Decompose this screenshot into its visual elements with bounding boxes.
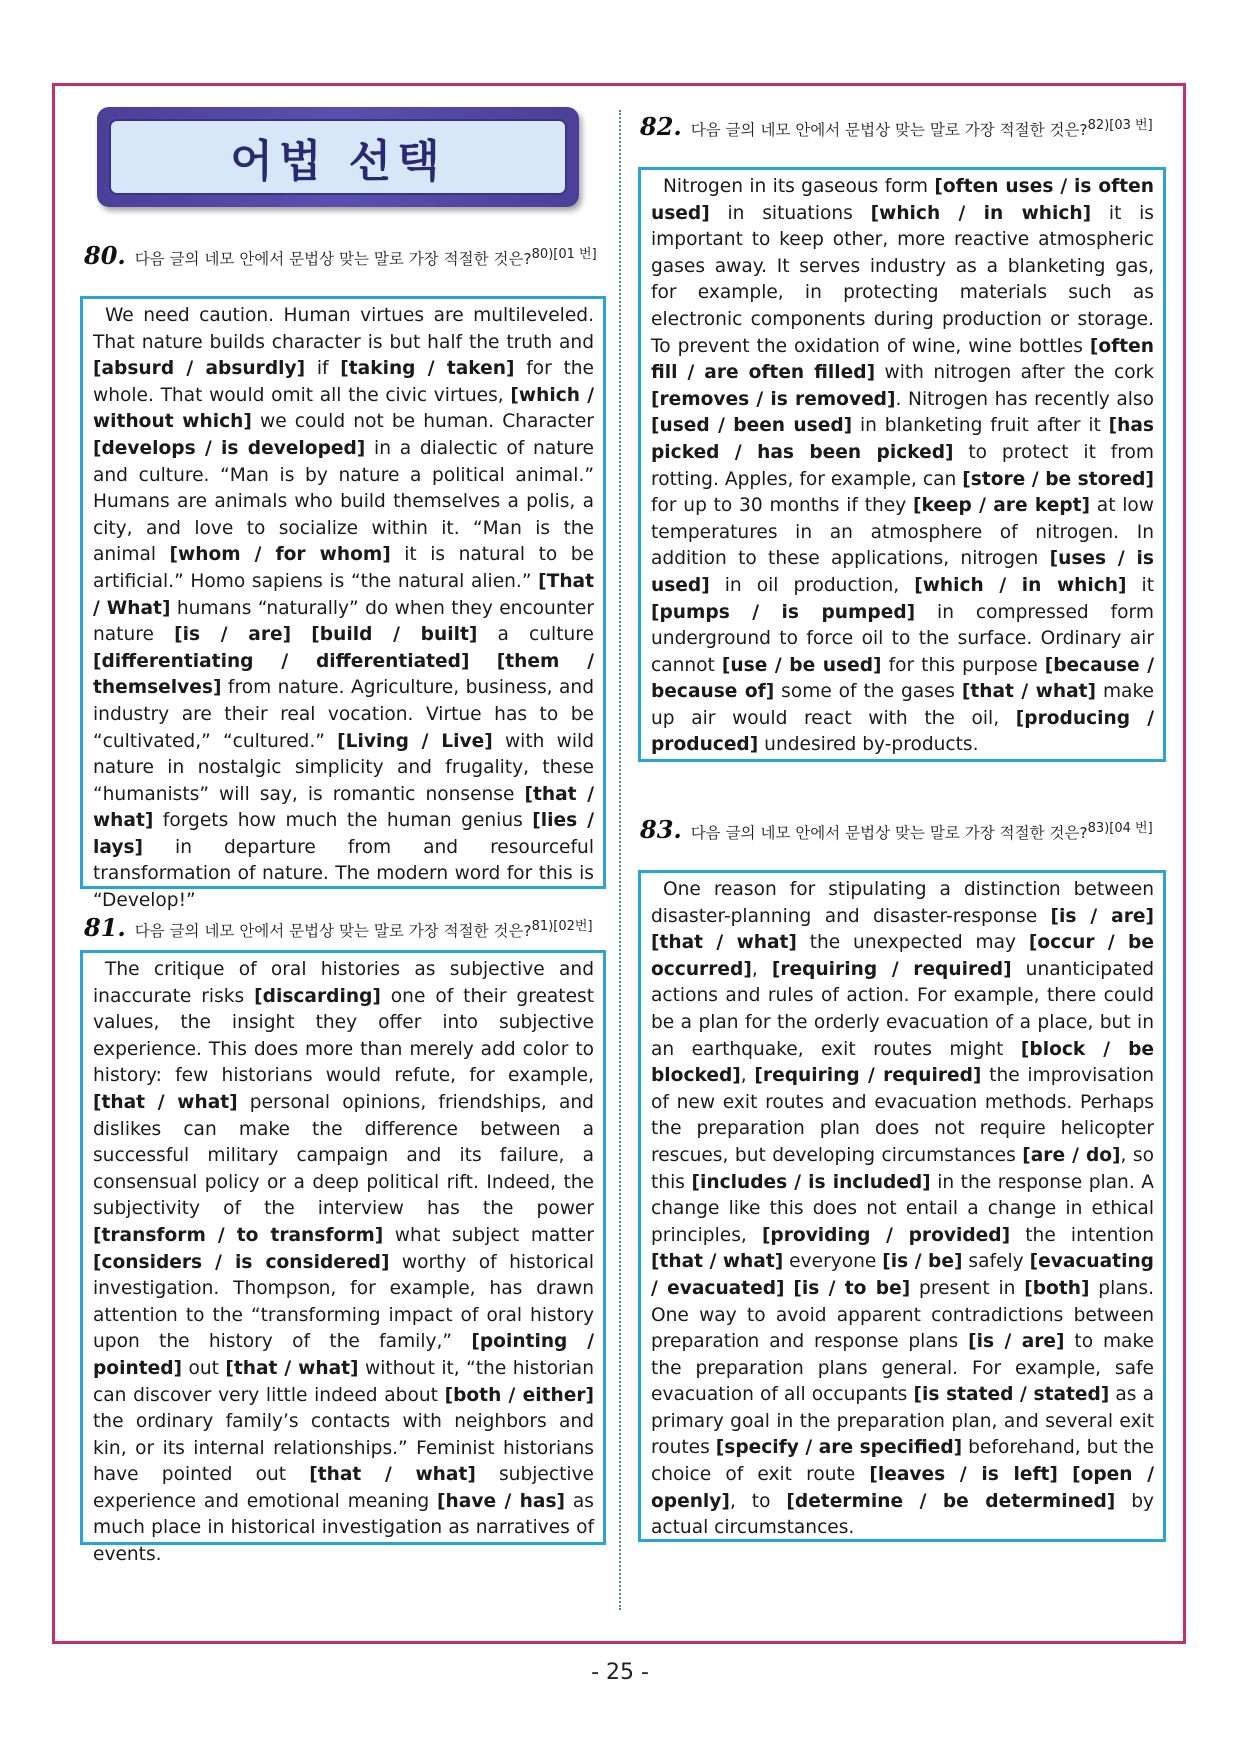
page-number: - 25 -	[591, 1660, 649, 1685]
answer-choice: [is stated / stated]	[913, 1384, 1110, 1406]
question-number: 81.	[84, 913, 126, 943]
question-header-82	[640, 112, 1165, 142]
answer-choice: [lies / lays]	[93, 810, 594, 858]
answer-choice: [taking / taken]	[340, 358, 515, 380]
answer-choice: [determine / be determined]	[786, 1490, 1116, 1512]
answer-choice: [Living / Live]	[337, 730, 493, 752]
passage-box-80	[80, 296, 606, 912]
answer-choice: [which / without which]	[93, 384, 594, 433]
answer-choice: [pumps / is pumped]	[651, 601, 916, 623]
passage-text: The critique of oral histories as subjective and inaccurate risks [discarding] one of their greatest values, the insight they offer into subjective experience. This does more than merely add color to history: few historians would refute, for example, [that / what] personal opinions, friendships, and dislikes can make the difference between a successful military campaign and its failure, a consensual policy or a deep political rift. Indeed, the subjectivity of the interview has the power [transform / to transform] what subject matter [considers / is considered] worthy of historical investigation. Thompson, for example, has drawn attention to the “transforming impact of oral history upon the history of the family,” [pointing / pointed] out [that / what] without it, “the historian can discover very little indeed about [both / either] the ordinary family’s contacts with neighbors and kin, or its internal relationships.” Feminist historians have pointed out [that / what] subjective experience and emotional meaning [have / has] as much place in historical investigation as narratives of events.	[93, 959, 595, 1566]
answer-choice: [leaves / is left]	[869, 1464, 1058, 1486]
answer-choice: [includes / is included]	[691, 1171, 931, 1193]
answer-choice: [that / what]	[309, 1464, 476, 1486]
answer-choice: [evacuating / evacuated]	[651, 1251, 1154, 1299]
answer-choice: [differentiating / differentiated]	[93, 650, 470, 672]
answer-choice: [providing / provided]	[761, 1224, 1011, 1246]
answer-choice: [that / what]	[651, 1251, 784, 1273]
answer-choice: [open / openly]	[651, 1464, 1154, 1512]
answer-choice: [often fill / are often filled]	[651, 335, 1154, 384]
question-ref: 81)[02번]	[531, 919, 593, 934]
answer-choice: [that / what]	[651, 932, 797, 954]
answer-choice: [transform / to transform]	[93, 1224, 384, 1246]
question-number: 82.	[640, 112, 682, 142]
answer-choice: [That / What]	[93, 570, 594, 619]
question-prompt: 다음 글의 네모 안에서 문법상 맞는 말로 가장 적절한 것은?	[134, 922, 532, 941]
passage-text: One reason for stipulating a distinction between disaster-planning and disaster-response [is / are] [that / what] the unexpected may [occur / be occurred], [requiring / required] unanticipated actions and rules of action. For example, there could be a plan for the orderly evacuation of a place, but in an earthquake, exit routes might [block / be blocked], [requiring / required] the improvisation of new exit routes and evacuation methods. Perhaps the preparation plan does not require helicopter rescues, but developing circumstances [are / do], so this [includes / is included] in the response plan. A change like this does not entail a change in ethical principles, [providing / provided] the intention [that / what] everyone [is / be] safely [evacuating / evacuated] [is / to be] present in [both] plans. One way to avoid apparent contradictions between preparation and response plans [is / are] to make the preparation plans general. For example, safe evacuation of all occupants [is stated / stated] as a primary goal in the preparation plan, and several exit routes [specify / are specified] beforehand, but the choice of exit route [leaves / is left] [open / openly], to [determine / be determined] by actual circumstances.	[651, 879, 1155, 1539]
answer-choice: [requiring / required]	[771, 958, 1012, 980]
answer-choice: [producing / produced]	[651, 707, 1154, 756]
answer-choice: [specify / are specified]	[715, 1437, 963, 1459]
answer-choice: [use / be used]	[721, 654, 882, 676]
passage-box-82	[638, 167, 1166, 762]
answer-choice: [keep / are kept]	[912, 495, 1091, 517]
answer-choice: [which / in which]	[870, 202, 1092, 224]
answer-choice: [often uses / is often used]	[651, 176, 1154, 224]
question-ref: 83)[04 번]	[1087, 821, 1153, 836]
answer-choice: [build / built]	[311, 624, 478, 646]
answer-choice: [that / what]	[93, 783, 594, 832]
answer-choice: [considers / is considered]	[93, 1251, 390, 1273]
answer-choice: [that / what]	[225, 1357, 359, 1379]
answer-choice: [is / be]	[882, 1251, 963, 1273]
answer-choice: [both / either]	[444, 1384, 594, 1406]
answer-choice: [pointing / pointed]	[93, 1331, 595, 1379]
answer-choice: [are / do]	[1022, 1144, 1121, 1166]
answer-choice: [requiring / required]	[754, 1065, 982, 1087]
question-header-80	[84, 241, 604, 271]
answer-choice: [used / been used]	[651, 415, 853, 437]
passage-text: Nitrogen in its gaseous form [often uses / is often used] in situations [which / in which] it is important to keep other, more reactive atmospheric gases away. It serves industry as a blanketing gas, for example, in protecting materials such as electronic components during production or storage. To prevent the oxidation of wine, wine bottles [often fill / are often filled] with nitrogen after the cork [removes / is removed]. Nitrogen has recently also [used / been used] in blanketing fruit after it [has picked / has been picked] to protect it from rotting. Apples, for example, can [store / be stored] for up to 30 months if they [keep / are kept] at low temperatures in an atmosphere of nitrogen. In addition to these applications, nitrogen [uses / is used] in oil production, [which / in which] it [pumps / is pumped] in compressed form underground to force oil to the surface. Ordinary air cannot [use / be used] for this purpose [because / because of] some of the gases [that / what] make up air would react with the oil, [producing / produced] undesired by-products.	[651, 176, 1154, 756]
section-title-banner	[97, 107, 579, 207]
answer-choice: [both]	[1024, 1277, 1090, 1299]
answer-choice: [is / are]	[174, 624, 292, 646]
answer-choice: [that / what]	[93, 1091, 238, 1113]
question-header-83	[640, 815, 1165, 845]
answer-choice: [whom / for whom]	[169, 544, 391, 566]
passage-text: We need caution. Human virtues are multileveled. That nature builds character is but half the truth and [absurd / absurdly] if [taking / taken] for the whole. That would omit all the civic virtues, [which / without which] we could not be human. Character [develops / is developed] in a dialectic of nature and culture. “Man is by nature a political animal.” Humans are animals who build themselves a polis, a city, and love to socialize within it. “Man is the animal [whom / for whom] it is natural to be artificial.” Homo sapiens is “the natural alien.” [That / What] humans “naturally” do when they encounter nature [is / are] [build / built] a culture [differentiating / differentiated] [them / themselves] from nature. Agriculture, business, and industry are their real vocation. Virtue has to be “cultivated,” “cultured.” [Living / Live] with wild nature in nostalgic simplicity and frugality, these “humanists” will say, is romantic nonsense [that / what] forgets how much the human genius [lies / lays] in departure from and resourceful transformation of nature. The modern word for this is “Develop!”	[93, 305, 595, 912]
answer-choice: [occur / be occurred]	[651, 932, 1154, 980]
answer-choice: [block / be blocked]	[651, 1038, 1154, 1087]
answer-choice: [which / in which]	[914, 574, 1127, 596]
answer-choice: [is / are]	[1050, 905, 1154, 927]
answer-choice: [uses / is used]	[651, 548, 1154, 596]
answer-choice: [have / has]	[437, 1490, 566, 1512]
page-title: 어법 선택	[230, 136, 446, 187]
answer-choice: [that / what]	[961, 681, 1097, 703]
answer-choice: [develops / is developed]	[93, 437, 366, 459]
passage-box-81	[80, 950, 606, 1566]
answer-choice: [because / because of]	[651, 654, 1154, 703]
question-prompt: 다음 글의 네모 안에서 문법상 맞는 말로 가장 적절한 것은?	[134, 250, 532, 269]
question-number: 80.	[84, 241, 126, 271]
answer-choice: [is / to be]	[793, 1277, 911, 1299]
question-ref: 80)[01 번]	[531, 247, 597, 262]
answer-choice: [has picked / has been picked]	[651, 415, 1154, 463]
answer-choice: [store / be stored]	[962, 468, 1154, 490]
answer-choice: [removes / is removed]	[651, 388, 896, 410]
question-number: 83.	[640, 815, 682, 845]
question-header-81	[84, 913, 604, 943]
answer-choice: [them / themselves]	[93, 650, 595, 699]
question-prompt: 다음 글의 네모 안에서 문법상 맞는 말로 가장 적절한 것은?	[690, 824, 1088, 843]
question-prompt: 다음 글의 네모 안에서 문법상 맞는 말로 가장 적절한 것은?	[690, 121, 1088, 140]
answer-choice: [is / are]	[968, 1331, 1065, 1353]
passage-box-83	[638, 870, 1166, 1542]
answer-choice: [absurd / absurdly]	[93, 358, 306, 380]
question-ref: 82)[03 번]	[1087, 118, 1153, 133]
answer-choice: [discarding]	[254, 985, 381, 1007]
column-divider	[619, 110, 621, 1610]
section-title-inner	[109, 119, 567, 195]
